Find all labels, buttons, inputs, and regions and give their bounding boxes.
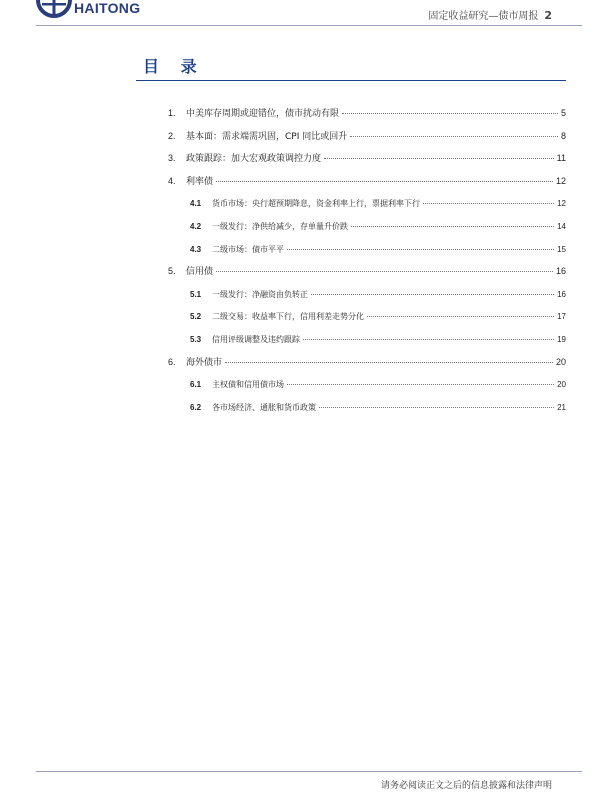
toc-entry-number: 6.1 [190,380,202,390]
toc-entry[interactable] [168,266,566,289]
toc-entry[interactable] [168,198,566,221]
toc-entry-number: 3. [168,153,176,164]
toc-entry-page: 20 [557,380,566,390]
toc-entry[interactable] [168,379,566,402]
toc-entry-number: 5. [168,266,176,277]
toc-heading-divider [136,80,566,81]
toc-entry-text: 各市场经济、通胀和货币政策 [212,402,316,412]
toc-leader-dots [303,339,554,340]
toc-entry-number: 4.3 [190,244,202,254]
toc-entry-text: 二级市场：债市平平 [212,244,284,254]
toc-leader-dots [350,136,558,137]
haitong-logo-icon [32,0,76,20]
page-header [0,0,600,40]
toc-entry-text: 信用债 [186,267,214,278]
toc-entry-number: 4.1 [190,199,202,209]
toc-entry-text: 基本面：需求端需巩固，CPI 同比或回升 [186,131,348,142]
toc-entry[interactable] [168,334,566,357]
toc-entry-page: 19 [557,334,566,344]
toc-leader-dots [367,316,554,317]
toc-entry[interactable] [168,244,566,267]
toc-entry-number: 5.2 [190,312,202,322]
toc-leader-dots [342,113,558,114]
toc-entry-page: 12 [555,175,566,186]
toc-entry[interactable] [168,221,566,244]
toc-entry-number: 6.2 [190,402,202,412]
header-divider [36,25,582,26]
toc-leader-dots [324,158,554,159]
footer-disclaimer: 请务必阅读正文之后的信息披露和法律声明 [380,781,552,791]
toc-entry-number: 2. [168,130,176,141]
toc-leader-dots [351,226,554,227]
toc-entry-number: 4.2 [190,221,202,231]
table-of-contents [168,108,566,424]
toc-entry-page: 8 [560,130,566,141]
toc-entry-text: 主权债和信用债市场 [212,380,284,390]
toc-entry-page: 21 [557,402,566,412]
toc-entry-text: 海外债市 [186,357,223,368]
toc-entry-number: 6. [168,356,176,367]
toc-leader-dots [311,294,554,295]
toc-entry[interactable] [168,402,566,425]
toc-leader-dots [287,384,554,385]
brand-name: HAITONG [74,0,141,16]
toc-entry-number: 1. [168,108,176,118]
header-title [428,7,552,22]
toc-entry-number: 5.1 [190,289,202,299]
toc-leader-dots [216,271,553,272]
toc-entry-page: 12 [557,199,566,209]
toc-entry[interactable] [168,153,566,176]
toc-leader-dots [216,181,553,182]
toc-entry-page: 11 [556,153,566,164]
toc-entry-text: 中美库存周期或迎错位，债市扰动有限 [186,109,340,119]
header-page-number: 2 [544,9,552,22]
toc-entry-page: 5 [560,108,566,118]
toc-heading: 目 录 [143,57,205,76]
toc-entry-page: 15 [557,244,566,254]
toc-entry-text: 利率债 [186,176,214,187]
toc-entry[interactable] [168,289,566,312]
toc-entry-number: 5.3 [190,334,202,344]
toc-entry[interactable] [168,311,566,334]
toc-leader-dots [225,362,553,363]
toc-entry[interactable] [168,131,566,154]
toc-leader-dots [423,203,554,204]
toc-entry[interactable] [168,108,566,131]
toc-entry-page: 20 [555,356,566,367]
toc-leader-dots [319,407,554,408]
toc-entry-text: 政策跟踪：加大宏观政策调控力度 [186,154,322,165]
toc-leader-dots [287,249,554,250]
toc-entry-text: 二级交易：收益率下行，信用利差走势分化 [212,312,364,322]
toc-entry[interactable] [168,357,566,380]
toc-entry-page: 17 [557,312,566,322]
toc-entry-text: 一级发行：净融资由负转正 [212,289,308,299]
toc-entry-number: 4. [168,175,176,186]
toc-entry-page: 14 [557,221,566,231]
toc-entry[interactable] [168,176,566,199]
toc-entry-text: 货币市场：央行超预期降息，资金利率上行，票据利率下行 [212,199,420,209]
toc-entry-page: 16 [555,266,566,277]
toc-entry-text: 信用评级调整及违约跟踪 [212,334,300,344]
toc-entry-page: 16 [557,289,566,299]
footer-divider [36,771,582,772]
toc-entry-text: 一级发行：净供给减少，存单量升价跌 [212,221,348,231]
report-title: 固定收益研究—债市周报 [428,11,539,22]
